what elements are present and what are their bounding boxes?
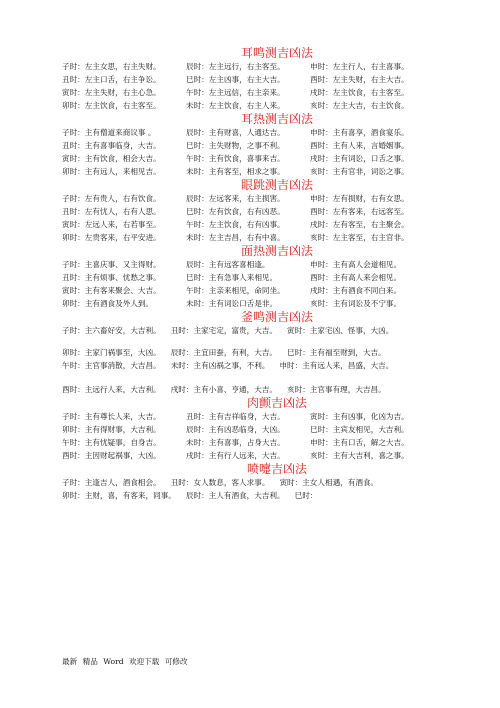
table-cell: 辰时：主宜田蚕，有利，大吉。 <box>170 348 278 357</box>
table-cell: 巳时：左有饮食，右有凶恶。 <box>186 207 285 216</box>
table-cell: 申时：主有高人会道相见。 <box>310 260 402 269</box>
table-cell: 戌时：主有行人远来，大吉。 <box>186 451 285 460</box>
table-row <box>62 152 492 165</box>
table-cell: 寅时：主有饮食，相会大吉。 <box>62 154 161 163</box>
table-row <box>62 218 492 231</box>
table-cell: 丑时：左有忧人，右有人思。 <box>62 207 161 216</box>
table-cell: 午时：主有饮食，喜事来吉。 <box>186 154 285 163</box>
document-content <box>62 46 492 502</box>
spacer <box>62 337 492 346</box>
table-cell: 戌时：主有酒食不同白来。 <box>310 286 402 295</box>
table-cell: 巳时：主有福至财到，大吉。 <box>287 348 386 357</box>
table-cell: 丑时：主有烦事、忧愁之事。 <box>62 273 161 282</box>
table-row <box>62 423 492 436</box>
table-cell: 巳时：主有急事人来相见。 <box>186 273 278 282</box>
table-cell: 巳时：左主凶事，右主大吉。 <box>186 75 285 84</box>
table-cell: 亥时：左主大吉，右主饮食。 <box>310 101 409 110</box>
table-cell: 戌时：左有客至，右主聚会。 <box>310 220 409 229</box>
table-row <box>62 324 492 337</box>
table-cell: 戌时：主有词讼，口舌之事。 <box>310 154 409 163</box>
table-cell: 戌时：主有小喜、亨通，大吉。 <box>170 385 278 394</box>
table-row <box>62 205 492 218</box>
table-cell: 寅时：主有凶事，化凶为吉。 <box>310 412 409 421</box>
table-cell: 卯时：左贵客来，右平安进。 <box>62 233 161 242</box>
table-cell: 卯时：左主饮食，右主客至。 <box>62 101 161 110</box>
table-row <box>62 476 492 489</box>
table-cell: 丑时：女人数息，客人求事。 <box>170 478 270 487</box>
table-cell: 巳时： <box>294 491 318 500</box>
table-cell: 寅时：主家宅凶、怪事，大凶。 <box>287 326 394 335</box>
table-cell: 子时：左有贵人，右有饮食。 <box>62 194 161 203</box>
table-cell: 子时：主喜庆事、又主得财。 <box>62 260 161 269</box>
table-cell: 午时：主有忧疑事，自身吉。 <box>62 438 161 447</box>
table-row <box>62 489 492 502</box>
table-cell: 亥时：主有大吉利，喜之事。 <box>310 451 409 460</box>
table-cell: 未时：主有词讼口舌是非。 <box>186 299 278 308</box>
table-cell: 申时：左主行人，右主喜事。 <box>310 62 409 71</box>
table-cell: 亥时：主有词讼及不宁事。 <box>310 299 402 308</box>
section-title-eye-twitch: 眼跳测吉凶法 <box>240 178 313 192</box>
table-cell: 巳时：主失财物，之事不利。 <box>186 141 285 150</box>
table-cell: 巳时：主宾友相见，大吉利。 <box>310 425 409 434</box>
table-cell: 申时：左有损财，右有女思。 <box>310 194 409 203</box>
table-cell: 亥时：主有官非，词讼之事。 <box>310 167 409 176</box>
table-cell: 卯时：主有酒食及外人到。 <box>62 299 154 308</box>
table-cell: 辰时：左主远行，右主客至。 <box>186 62 285 71</box>
table-cell: 卯时：主有得财事，大吉利。 <box>62 425 161 434</box>
table-cell: 戌时：左主饮食，右主客至。 <box>310 88 409 97</box>
table-cell: 未时：主有凶祸之事，不利。 <box>170 361 270 370</box>
section-title-pot-ringing: 釜鸣测吉凶法 <box>240 310 313 324</box>
table-cell: 申时：主有远人来，昌盛，大吉。 <box>279 361 394 370</box>
section-title-sneeze: 喷嚏吉凶法 <box>246 462 307 476</box>
table-cell: 午时：主官事消散，大吉昌。 <box>62 361 161 370</box>
table-cell: 辰时：主有财喜，人通达吉。 <box>186 128 285 137</box>
table-cell: 丑时：左主口舌，右主争讼。 <box>62 75 161 84</box>
table-cell: 卯时：主有远人，来相见吉。 <box>62 167 161 176</box>
table-cell: 午时：左主饮食，右有凶事。 <box>186 220 285 229</box>
table-cell: 子时：主六畜好安，大吉利。 <box>62 326 161 335</box>
spacer <box>62 372 492 383</box>
page-footer: 最新 精品 Word 欢迎下载 可修改 <box>62 657 188 666</box>
table-row <box>62 60 492 73</box>
table-cell: 未时：左主饮食，右主人来。 <box>186 101 285 110</box>
table-row <box>62 258 492 271</box>
table-cell: 子时：主有尊长人来，大吉。 <box>62 412 161 421</box>
table-cell: 丑时：主有喜事临身，大吉。 <box>62 141 161 150</box>
table-row <box>62 449 492 462</box>
table-cell: 酉时：主有人来，言婚姻事。 <box>310 141 409 150</box>
table-row <box>62 192 492 205</box>
table-cell: 午时：左主远信，右主亲来。 <box>186 88 285 97</box>
table-row <box>62 86 492 99</box>
table-row <box>62 359 492 372</box>
table-cell: 子时：主逢吉人，酒食相会。 <box>62 478 161 487</box>
table-cell: 酉时：左主失财，右主大吉。 <box>310 75 409 84</box>
table-row <box>62 297 492 310</box>
table-cell: 寅时：主有客来聚会、大吉。 <box>62 286 161 295</box>
table-cell: 子时：主有僧道来商议事 。 <box>62 128 156 137</box>
table-cell: 酉时：主因财起祸事，大凶。 <box>62 451 161 460</box>
table-cell: 丑时：主有吉祥临身，大吉。 <box>186 412 285 421</box>
table-row <box>62 231 492 244</box>
table-row <box>62 126 492 139</box>
table-cell: 寅时：左主失财，右主心急。 <box>62 88 161 97</box>
table-cell: 寅时：左远人来，右若事至。 <box>62 220 161 229</box>
table-cell: 未时：主有客至，相求之事。 <box>186 167 285 176</box>
table-cell: 酉时：主远行人来，大吉利。 <box>62 385 161 394</box>
table-cell: 午时：主亲来相见，命同坐。 <box>186 286 285 295</box>
table-row <box>62 436 492 449</box>
table-cell: 寅时：主女人相遇，有酒食。 <box>279 478 379 487</box>
section-title-ear-ringing: 耳鸣测吉凶法 <box>240 46 313 60</box>
section-title-face-heat: 面热测吉凶法 <box>240 244 313 258</box>
table-cell: 丑时：主家宅定，富贵，大吉。 <box>170 326 278 335</box>
table-row <box>62 410 492 423</box>
table-cell: 辰时：主有凶恶临身，大凶。 <box>186 425 285 434</box>
table-row <box>62 139 492 152</box>
table-cell: 卯时：主家门祸事至，大凶。 <box>62 348 161 357</box>
table-cell: 未时：主有喜事，占身大吉。 <box>186 438 285 447</box>
table-row <box>62 99 492 112</box>
table-cell: 申时：主有喜享，酒食宴乐。 <box>310 128 409 137</box>
table-cell: 辰时：主人有酒食，大吉利。 <box>185 491 285 500</box>
table-cell: 卯时：主财，喜，有客来，同事。 <box>62 491 176 500</box>
table-row <box>62 271 492 284</box>
table-cell: 亥时：左主客至，右主官非。 <box>310 233 409 242</box>
table-cell: 辰时：主有远客喜相逢。 <box>186 260 270 269</box>
table-row <box>62 346 492 359</box>
table-cell: 未时：左主吉昌，右有中喜。 <box>186 233 285 242</box>
table-row <box>62 383 492 396</box>
table-cell: 酉时：左有客来，右远客至。 <box>310 207 409 216</box>
table-row <box>62 165 492 178</box>
table-row <box>62 73 492 86</box>
section-title-flesh-tremor: 肉颤吉凶法 <box>246 396 307 410</box>
table-cell: 辰时：左远客来，右主损害。 <box>186 194 285 203</box>
table-cell: 子时：左主女思，右主失财。 <box>62 62 161 71</box>
table-cell: 亥时：主官事有理，大吉昌。 <box>287 385 386 394</box>
table-row <box>62 284 492 297</box>
table-cell: 申时：主有口舌，解之大吉。 <box>310 438 409 447</box>
table-cell: 酉时：主有高人来会相见。 <box>310 273 402 282</box>
section-title-ear-heat: 耳热测吉凶法 <box>240 112 313 126</box>
